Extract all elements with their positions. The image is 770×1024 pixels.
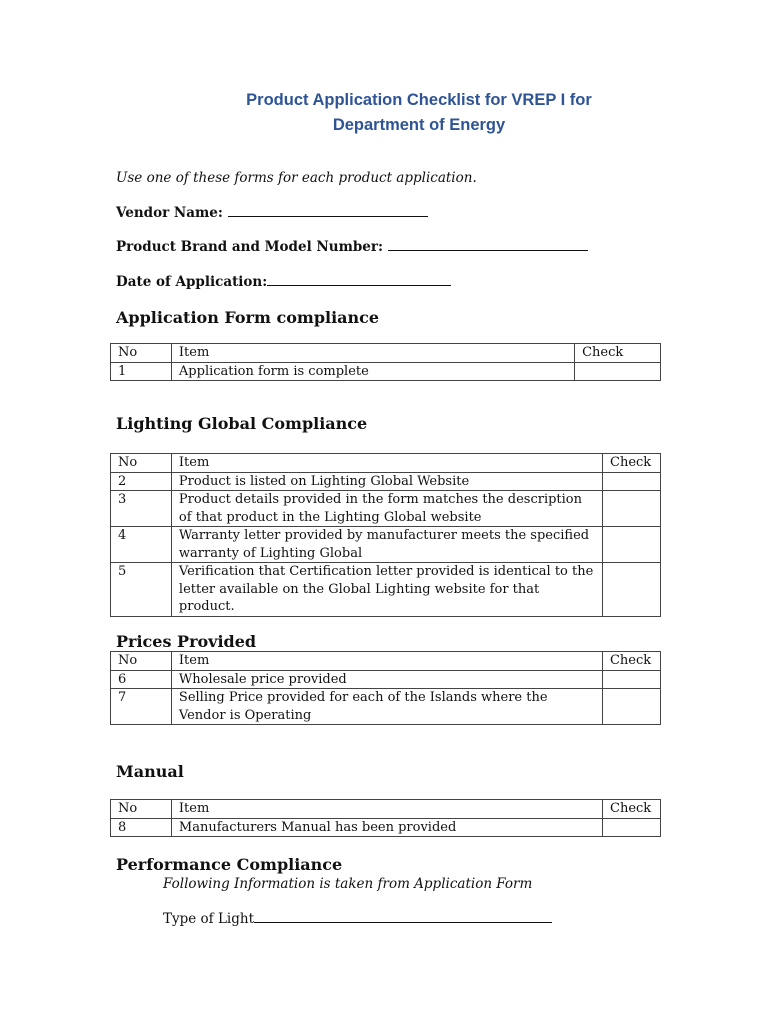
intro-text: Use one of these forms for each product application. (116, 170, 477, 186)
row-no: 7 (111, 689, 172, 725)
check-cell[interactable] (602, 689, 660, 725)
table-header-row (111, 344, 661, 363)
table-row (111, 491, 661, 527)
row-no: 6 (111, 670, 172, 689)
row-no: 8 (111, 818, 172, 837)
check-cell[interactable] (603, 818, 661, 837)
date-of-application-field (116, 273, 451, 290)
header-item: Item (171, 454, 602, 473)
document-title-line-2: Department of Energy (332, 116, 506, 134)
table-row (111, 472, 661, 491)
type-of-light-label: Type of Light (163, 911, 255, 927)
row-item: Product details provided in the form matches the description of that product in the Lighting Global website (171, 491, 602, 527)
row-no: 2 (111, 472, 172, 491)
row-item: Warranty letter provided by manufacturer meets the specified warranty of Lighting Global (171, 527, 602, 563)
table-row (111, 563, 661, 617)
row-item: Selling Price provided for each of the Islands where the Vendor is Operating (171, 689, 602, 725)
check-cell[interactable] (602, 670, 660, 689)
row-item: Application form is complete (171, 362, 574, 381)
product-brand-model-field (116, 238, 588, 255)
date-of-application-blank[interactable] (267, 273, 451, 286)
lighting-global-table (110, 453, 661, 617)
header-no: No (111, 344, 172, 363)
table-row (111, 818, 661, 837)
header-item: Item (171, 652, 602, 671)
row-item: Verification that Certification letter provided is identical to the letter available on the Global Lighting website for that product. (171, 563, 602, 617)
header-item: Item (171, 800, 602, 819)
prices-table (110, 651, 661, 725)
performance-note: Following Information is taken from Application Form (163, 876, 533, 892)
section-heading-application-form: Application Form compliance (116, 308, 380, 327)
table-header-row (111, 454, 661, 473)
row-item: Wholesale price provided (171, 670, 602, 689)
table-header-row (111, 800, 661, 819)
section-heading-lighting-global: Lighting Global Compliance (116, 414, 368, 433)
manual-table (110, 799, 661, 837)
check-cell[interactable] (575, 362, 661, 381)
row-no: 3 (111, 491, 172, 527)
check-cell[interactable] (603, 563, 661, 617)
table-row (111, 670, 661, 689)
header-no: No (111, 652, 172, 671)
product-brand-model-blank[interactable] (388, 238, 588, 251)
product-brand-model-label: Product Brand and Model Number: (116, 239, 383, 255)
header-no: No (111, 800, 172, 819)
row-item: Manufacturers Manual has been provided (171, 818, 602, 837)
table-header-row (111, 652, 661, 671)
vendor-name-field (116, 204, 428, 221)
date-of-application-label: Date of Application: (116, 274, 268, 290)
table-row (111, 689, 661, 725)
header-check: Check (602, 652, 660, 671)
vendor-name-blank[interactable] (228, 204, 428, 217)
check-cell[interactable] (603, 491, 661, 527)
header-check: Check (603, 800, 661, 819)
application-form-table (110, 343, 661, 381)
check-cell[interactable] (603, 527, 661, 563)
header-item: Item (171, 344, 574, 363)
header-no: No (111, 454, 172, 473)
row-no: 1 (111, 362, 172, 381)
header-check: Check (575, 344, 661, 363)
vendor-name-label: Vendor Name: (116, 205, 223, 221)
row-item: Product is listed on Lighting Global Website (171, 472, 602, 491)
type-of-light-field (163, 910, 552, 927)
section-heading-manual: Manual (116, 762, 184, 781)
table-row (111, 362, 661, 381)
section-heading-prices: Prices Provided (116, 632, 257, 651)
row-no: 5 (111, 563, 172, 617)
header-check: Check (603, 454, 661, 473)
row-no: 4 (111, 527, 172, 563)
type-of-light-blank[interactable] (254, 910, 552, 923)
section-heading-performance: Performance Compliance (116, 855, 343, 874)
table-row (111, 527, 661, 563)
document-title-line-1: Product Application Checklist for VREP I for (246, 91, 592, 109)
check-cell[interactable] (603, 472, 661, 491)
